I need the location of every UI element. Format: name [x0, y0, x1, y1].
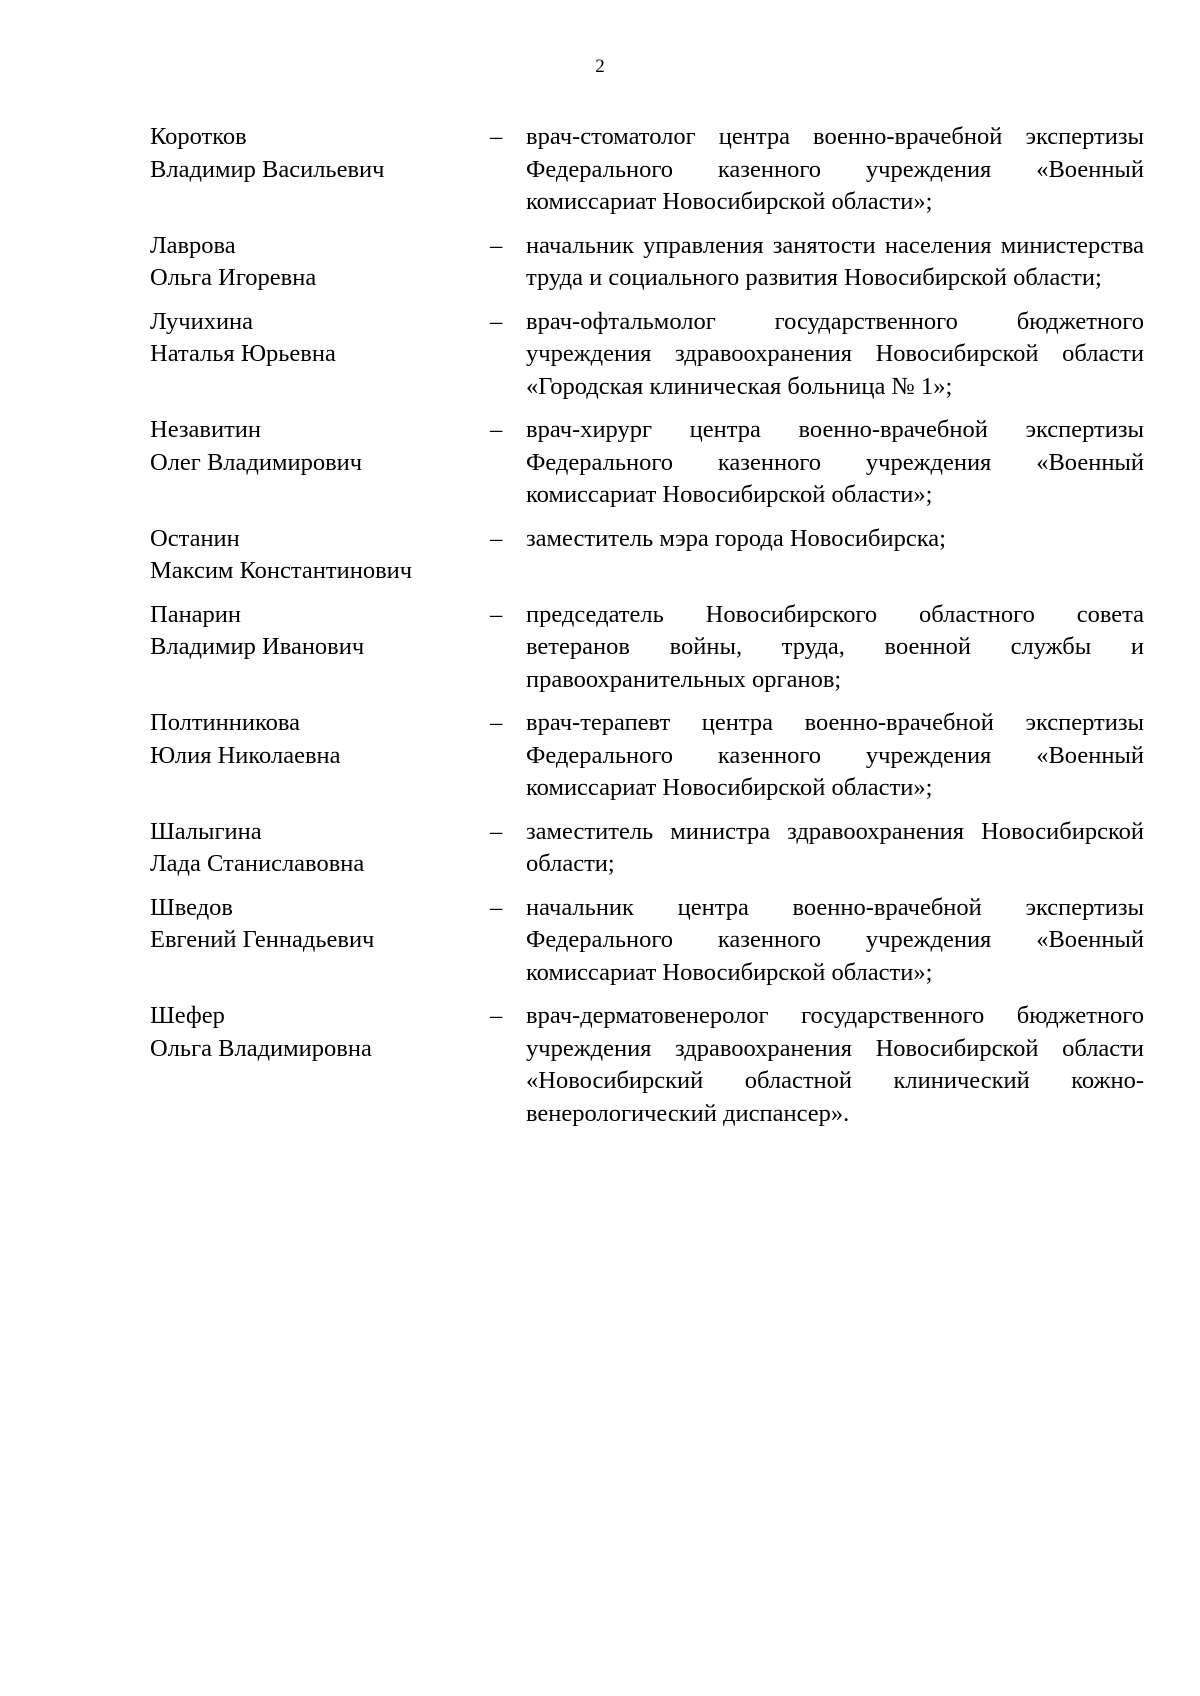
- member-surname: Незавитин: [150, 416, 262, 443]
- member-name: [150, 1000, 490, 1130]
- member-given-names: Владимир Иванович: [150, 633, 365, 660]
- member-name: [150, 523, 490, 588]
- member-surname: Шефер: [150, 1002, 225, 1029]
- member-given-names: Наталья Юрьевна: [150, 340, 336, 367]
- member-given-names: Ольга Игоревна: [150, 264, 317, 291]
- dash-separator: –: [490, 524, 503, 552]
- dash-separator: –: [490, 231, 503, 259]
- member-position: врач-хирург центра военно-врачебной экспертизы Федерального казенного учреждения «Военный комиссариат Новосибирской области»;: [526, 416, 1144, 508]
- member-position: начальник центра военно-врачебной экспертизы Федерального казенного учреждения «Военный комиссариат Новосибирской области»;: [526, 893, 1144, 986]
- member-given-names: Владимир Васильевич: [150, 155, 385, 183]
- dash-separator: –: [490, 600, 503, 628]
- member-name: [150, 230, 490, 295]
- member-name: [150, 707, 490, 805]
- dash-separator: –: [490, 817, 503, 845]
- member-position: врач-терапевт центра военно-врачебной экспертизы Федерального казенного учреждения «Военный комиссариат Новосибирской области»;: [526, 709, 1144, 801]
- member-name: [150, 414, 490, 512]
- member-entry: [150, 599, 1144, 697]
- member-given-names: Максим Константинович: [150, 557, 413, 584]
- member-entry: [150, 306, 1144, 404]
- dash-separator: –: [490, 893, 503, 921]
- member-position: начальник управления занятости населения министерства труда и социального развития Новосибирской области;: [526, 231, 1144, 291]
- member-entry: [150, 1000, 1144, 1130]
- page-number: 2: [595, 56, 605, 77]
- member-given-names: Олег Владимирович: [150, 448, 363, 476]
- dash-separator: –: [490, 1002, 503, 1029]
- dash-separator: –: [490, 307, 503, 335]
- member-given-names: Лада Станиславовна: [150, 850, 365, 877]
- member-name: [150, 306, 490, 404]
- member-position: врач-дерматовенеролог государственного бюджетного учреждения здравоохранения Новосибирской области «Новосибирский областной клинический кожно-венерологический диспансер».: [526, 1002, 1144, 1127]
- member-entry: [150, 892, 1144, 990]
- dash-separator: –: [490, 709, 503, 736]
- member-surname: Шведов: [150, 893, 233, 921]
- dash-separator: –: [490, 416, 503, 443]
- member-entry: [150, 230, 1144, 295]
- member-position: заместитель мэра города Новосибирска;: [526, 524, 946, 552]
- member-surname: Коротков: [150, 123, 247, 150]
- members-list: [150, 121, 1144, 1141]
- member-name: [150, 892, 490, 990]
- member-name: [150, 121, 490, 219]
- member-entry: [150, 121, 1144, 219]
- member-entry: [150, 523, 1140, 588]
- member-surname: Полтинникова: [150, 709, 301, 736]
- member-surname: Шалыгина: [150, 817, 262, 845]
- member-position: врач-стоматолог центра военно-врачебной экспертизы Федерального казенного учреждения «Военный комиссариат Новосибирской области»;: [526, 123, 1144, 215]
- member-entry: [150, 414, 1144, 512]
- member-name: [150, 599, 490, 697]
- member-position: председатель Новосибирского областного совета ветеранов войны, труда, военной службы и правоохранительных органов;: [526, 600, 1144, 693]
- member-entry: [150, 707, 1144, 805]
- dash-separator: –: [490, 123, 503, 150]
- member-surname: Панарин: [150, 600, 242, 628]
- member-given-names: Ольга Владимировна: [150, 1034, 372, 1062]
- member-position: врач-офтальмолог государственного бюджетного учреждения здравоохранения Новосибирской области «Городская клиническая больница № 1»;: [526, 307, 1144, 400]
- member-entry: [150, 816, 1144, 881]
- member-surname: Лучихина: [150, 307, 254, 335]
- member-position: заместитель министра здравоохранения Новосибирской области;: [526, 817, 1144, 877]
- member-given-names: Евгений Геннадьевич: [150, 926, 375, 953]
- member-name: [150, 816, 490, 881]
- member-surname: Останин: [150, 524, 240, 552]
- member-given-names: Юлия Николаевна: [150, 741, 341, 769]
- member-surname: Лаврова: [150, 231, 236, 259]
